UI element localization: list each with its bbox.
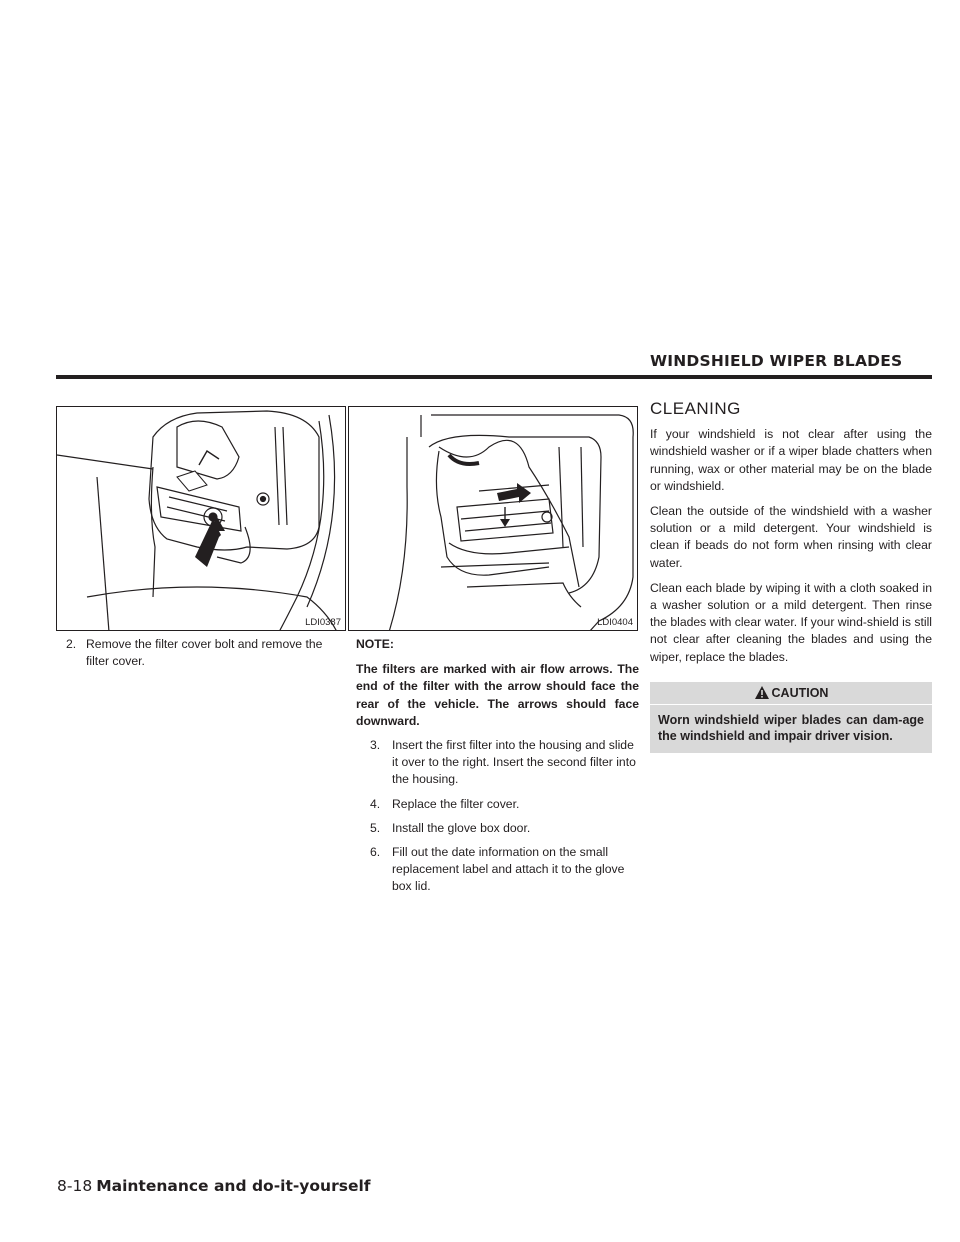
page-footer [57, 1177, 371, 1196]
step-number: 3. [370, 738, 381, 753]
step-3 [370, 737, 639, 789]
step-text: Remove the filter cover bolt and remove the filter cover. [86, 637, 323, 669]
figure-filter-cover [56, 406, 346, 631]
figure-code: LDI0387 [305, 617, 341, 628]
figure-filter-housing [348, 406, 638, 631]
step-6 [370, 844, 639, 896]
filter-cover-bolt-illustration [57, 407, 346, 631]
step-text: Install the glove box door. [392, 820, 531, 835]
step-4 [370, 796, 639, 813]
step-2 [66, 636, 344, 670]
cleaning-heading: CLEANING [650, 399, 741, 418]
caution-text: Worn windshield wiper blades can dam-age the windshield and impair driver vision. [650, 705, 932, 753]
filter-housing-airflow-illustration [349, 407, 638, 631]
section-title: WINDSHIELD WIPER BLADES [650, 352, 903, 370]
steps-list [356, 737, 639, 896]
step-text: Insert the first filter into the housing and slide it over to the right. Insert the second filter into the housing. [392, 738, 636, 787]
note-heading: NOTE: [356, 637, 394, 651]
left-column [66, 636, 344, 677]
paragraph: If your windshield is not clear after using the windshield washer or if a wiper blade chatters when running, wax or other material may be on the blade or windshield. [650, 427, 932, 493]
caution-header [650, 682, 932, 704]
step-number: 5. [370, 820, 381, 835]
paragraph: Clean each blade by wiping it with a cloth soaked in a washer solution or a mild detergent. Then rinse the blades with clear water. If your wind-shield is still not clear after cleaning the blades and using the wiper, replace the blades. [650, 580, 932, 664]
step-text: Fill out the date information on the small replacement label and attach it to the glove box lid. [392, 845, 625, 894]
figure-code: LDI0404 [597, 617, 633, 628]
step-number: 4. [370, 796, 381, 811]
middle-column [356, 636, 639, 903]
step-5 [370, 820, 639, 837]
step-text: Replace the filter cover. [392, 796, 520, 811]
step-number: 2. [66, 637, 77, 651]
note-body: The filters are marked with air flow arrows. The end of the filter with the arrow should face the rear of the vehicle. The arrows should face downward. [356, 662, 639, 728]
paragraph: Clean the outside of the windshield with a washer solution or a mild detergent. Your windshield is clean if beads do not form when rinsing with clear water. [650, 504, 932, 570]
caution-label: CAUTION [771, 685, 829, 700]
warning-triangle-icon [754, 685, 770, 707]
chapter-title: Maintenance and do-it-yourself [96, 1177, 371, 1195]
right-column [650, 400, 932, 753]
section-rule [56, 375, 932, 379]
page-number: 8-18 [57, 1177, 93, 1195]
step-number: 6. [370, 845, 381, 860]
